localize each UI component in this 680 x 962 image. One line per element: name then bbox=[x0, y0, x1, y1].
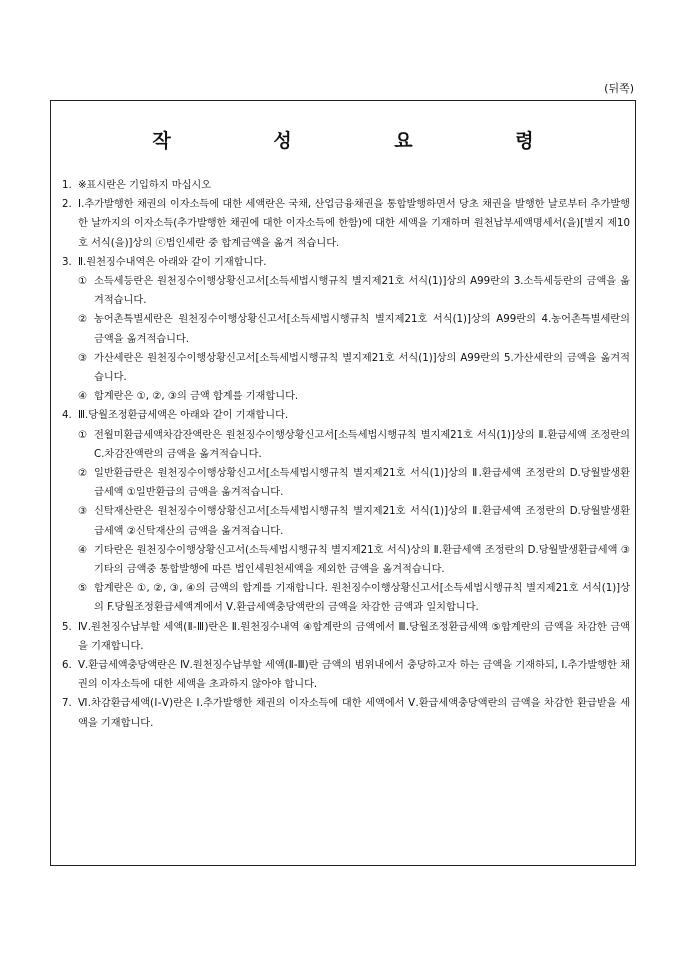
item-text: Ⅱ.원천징수내역은 아래와 같이 기재합니다. bbox=[78, 256, 267, 268]
item-number: 1. bbox=[62, 180, 72, 191]
item-number: 5. bbox=[62, 621, 72, 633]
subitem-number: ③ bbox=[78, 352, 88, 364]
item-number: 6. bbox=[62, 660, 72, 672]
instructions-list bbox=[62, 176, 630, 733]
instruction-subitem bbox=[78, 541, 630, 579]
subitem-text: 전월미환급세액차감잔액란은 원천징수이행상황신고서[소득세법시행규칙 별지제21호 서식(1)]상의 Ⅱ.환급세액 조정란의 C.차감잔액란의 금액을 옮겨적습니다. bbox=[94, 429, 630, 460]
subitem-text: 소득세등란은 원천징수이행상황신고서[소득세법시행규칙 별지제21호 서식(1)]상의 A99란의 3.소득세등란의 금액을 옮겨적습니다. bbox=[94, 276, 630, 307]
subitem-number: ② bbox=[78, 314, 88, 326]
item-text: Ⅴ.환급세액충당액란은 Ⅳ.원천징수납부할 세액(Ⅱ-Ⅲ)란 금액의 범위내에서 충당하고자 하는 금액을 기재하되, Ⅰ.추가발행한 채권의 이자소득에 대한 세액을 초과하지 않아야 합니다. bbox=[78, 660, 630, 691]
subitem-number: ① bbox=[78, 429, 88, 441]
subitem-number: ② bbox=[78, 468, 88, 480]
instruction-subitem bbox=[78, 502, 630, 540]
instruction-item bbox=[62, 253, 630, 272]
instruction-subitem bbox=[78, 387, 630, 406]
document-title: 작 성 요 령 bbox=[152, 130, 582, 152]
subitem-text: 농어촌특별세란은 원천징수이행상황신고서[소득세법시행규칙 별지제21호 서식(1)]상의 A99란의 4.농어촌특별세란의 금액을 옮겨적습니다. bbox=[94, 314, 630, 345]
item-number: 7. bbox=[62, 698, 72, 710]
subitem-number: ④ bbox=[78, 544, 88, 556]
subitem-text: 기타란은 원천징수이행상황신고서(소득세법시행규칙 별지제21호 서식)상의 Ⅱ.환급세액 조정란의 D.당월발생환급세액 ③기타의 금액중 통합발행에 따른 법인세원천세액을 제외한 금액을 옮겨적습니다. bbox=[94, 544, 630, 576]
instruction-subitem bbox=[78, 310, 630, 348]
instruction-subitem bbox=[78, 349, 630, 387]
instruction-item bbox=[62, 694, 630, 732]
item-text: Ⅳ.원천징수납부할 세액(Ⅱ-Ⅲ)란은 Ⅱ.원천징수내역 ④합계란의 금액에서 Ⅲ.당월조정환급세액 ⑤합계란의 금액을 차감한 금액을 기재합니다. bbox=[78, 621, 630, 652]
subitem-text: 일반환급란은 원천징수이행상황신고서[소득세법시행규칙 별지제21호 서식(1)]상의 Ⅱ.환급세액 조정란의 D.당월발생환급세액 ①일반환급의 금액을 옮겨적습니다. bbox=[94, 468, 630, 499]
item-text: Ⅲ.당월조정환급세액은 아래와 같이 기재합니다. bbox=[78, 410, 289, 422]
item-number: 3. bbox=[62, 256, 72, 268]
instruction-subitem bbox=[78, 579, 630, 617]
instruction-item bbox=[62, 195, 630, 253]
instruction-item bbox=[62, 618, 630, 656]
item-number: 2. bbox=[62, 199, 72, 211]
subitem-number: ① bbox=[78, 276, 88, 288]
subitem-text: 합계란은 ①, ②, ③의 금액 합계를 기재합니다. bbox=[94, 391, 299, 403]
page-side-label: (뒤쪽) bbox=[604, 82, 634, 95]
subitem-text: 가산세란은 원천징수이행상황신고서[소득세법시행규칙 별지제21호 서식(1)]상의 A99란의 5.가산세란의 금액을 옮겨적습니다. bbox=[94, 352, 630, 384]
instruction-subitem bbox=[78, 426, 630, 464]
instruction-item bbox=[62, 176, 630, 195]
instruction-subitem bbox=[78, 272, 630, 310]
instruction-subitem bbox=[78, 464, 630, 502]
subitem-number: ④ bbox=[78, 391, 88, 403]
item-text: Ⅰ.추가발행한 채권의 이자소득에 대한 세액란은 국채, 산업금융채권을 통합발행하면서 당초 채권을 발행한 날로부터 추가발행한 날까지의 이자소득(추가발행한 채권에 대한 이자소득에 한함)에 대한 세액을 기재하며 원천납부세액명세서(을)[별지 제10호 서식(을)]상의 ⓒ법인세란 중 합계금액을 옮겨 적습니다. bbox=[78, 199, 630, 249]
subitem-number: ⑤ bbox=[78, 583, 88, 595]
instruction-item bbox=[62, 656, 630, 694]
subitem-text: 합계란은 ①, ②, ③, ④의 금액의 합계를 기재합니다. 원천징수이행상황신고서[소득세법시행규칙 별지제21호 서식(1)]상의 F.당월조정환급세액계에서 Ⅴ.환급세액충당액란의 금액을 차감한 금액과 일치합니다. bbox=[94, 583, 630, 614]
item-text: Ⅵ.차감환급세액(Ⅰ-Ⅴ)란은 Ⅰ.추가발행한 채권의 이자소득에 대한 세액에서 Ⅴ.환급세액충당액란의 금액을 차감한 환급받을 세액을 기재합니다. bbox=[78, 698, 630, 729]
subitem-number: ③ bbox=[78, 506, 88, 518]
instruction-item bbox=[62, 406, 630, 425]
item-number: 4. bbox=[62, 410, 72, 422]
item-text: ※표시란은 기입하지 마십시오 bbox=[78, 180, 212, 191]
subitem-text: 신탁재산란은 원천징수이행상황신고서[소득세법시행규칙 별지제21호 서식(1)]상의 Ⅱ.환급세액 조정란의 D.당월발생환급세액 ②신탁재산의 금액을 옮겨적습니다. bbox=[94, 506, 630, 537]
